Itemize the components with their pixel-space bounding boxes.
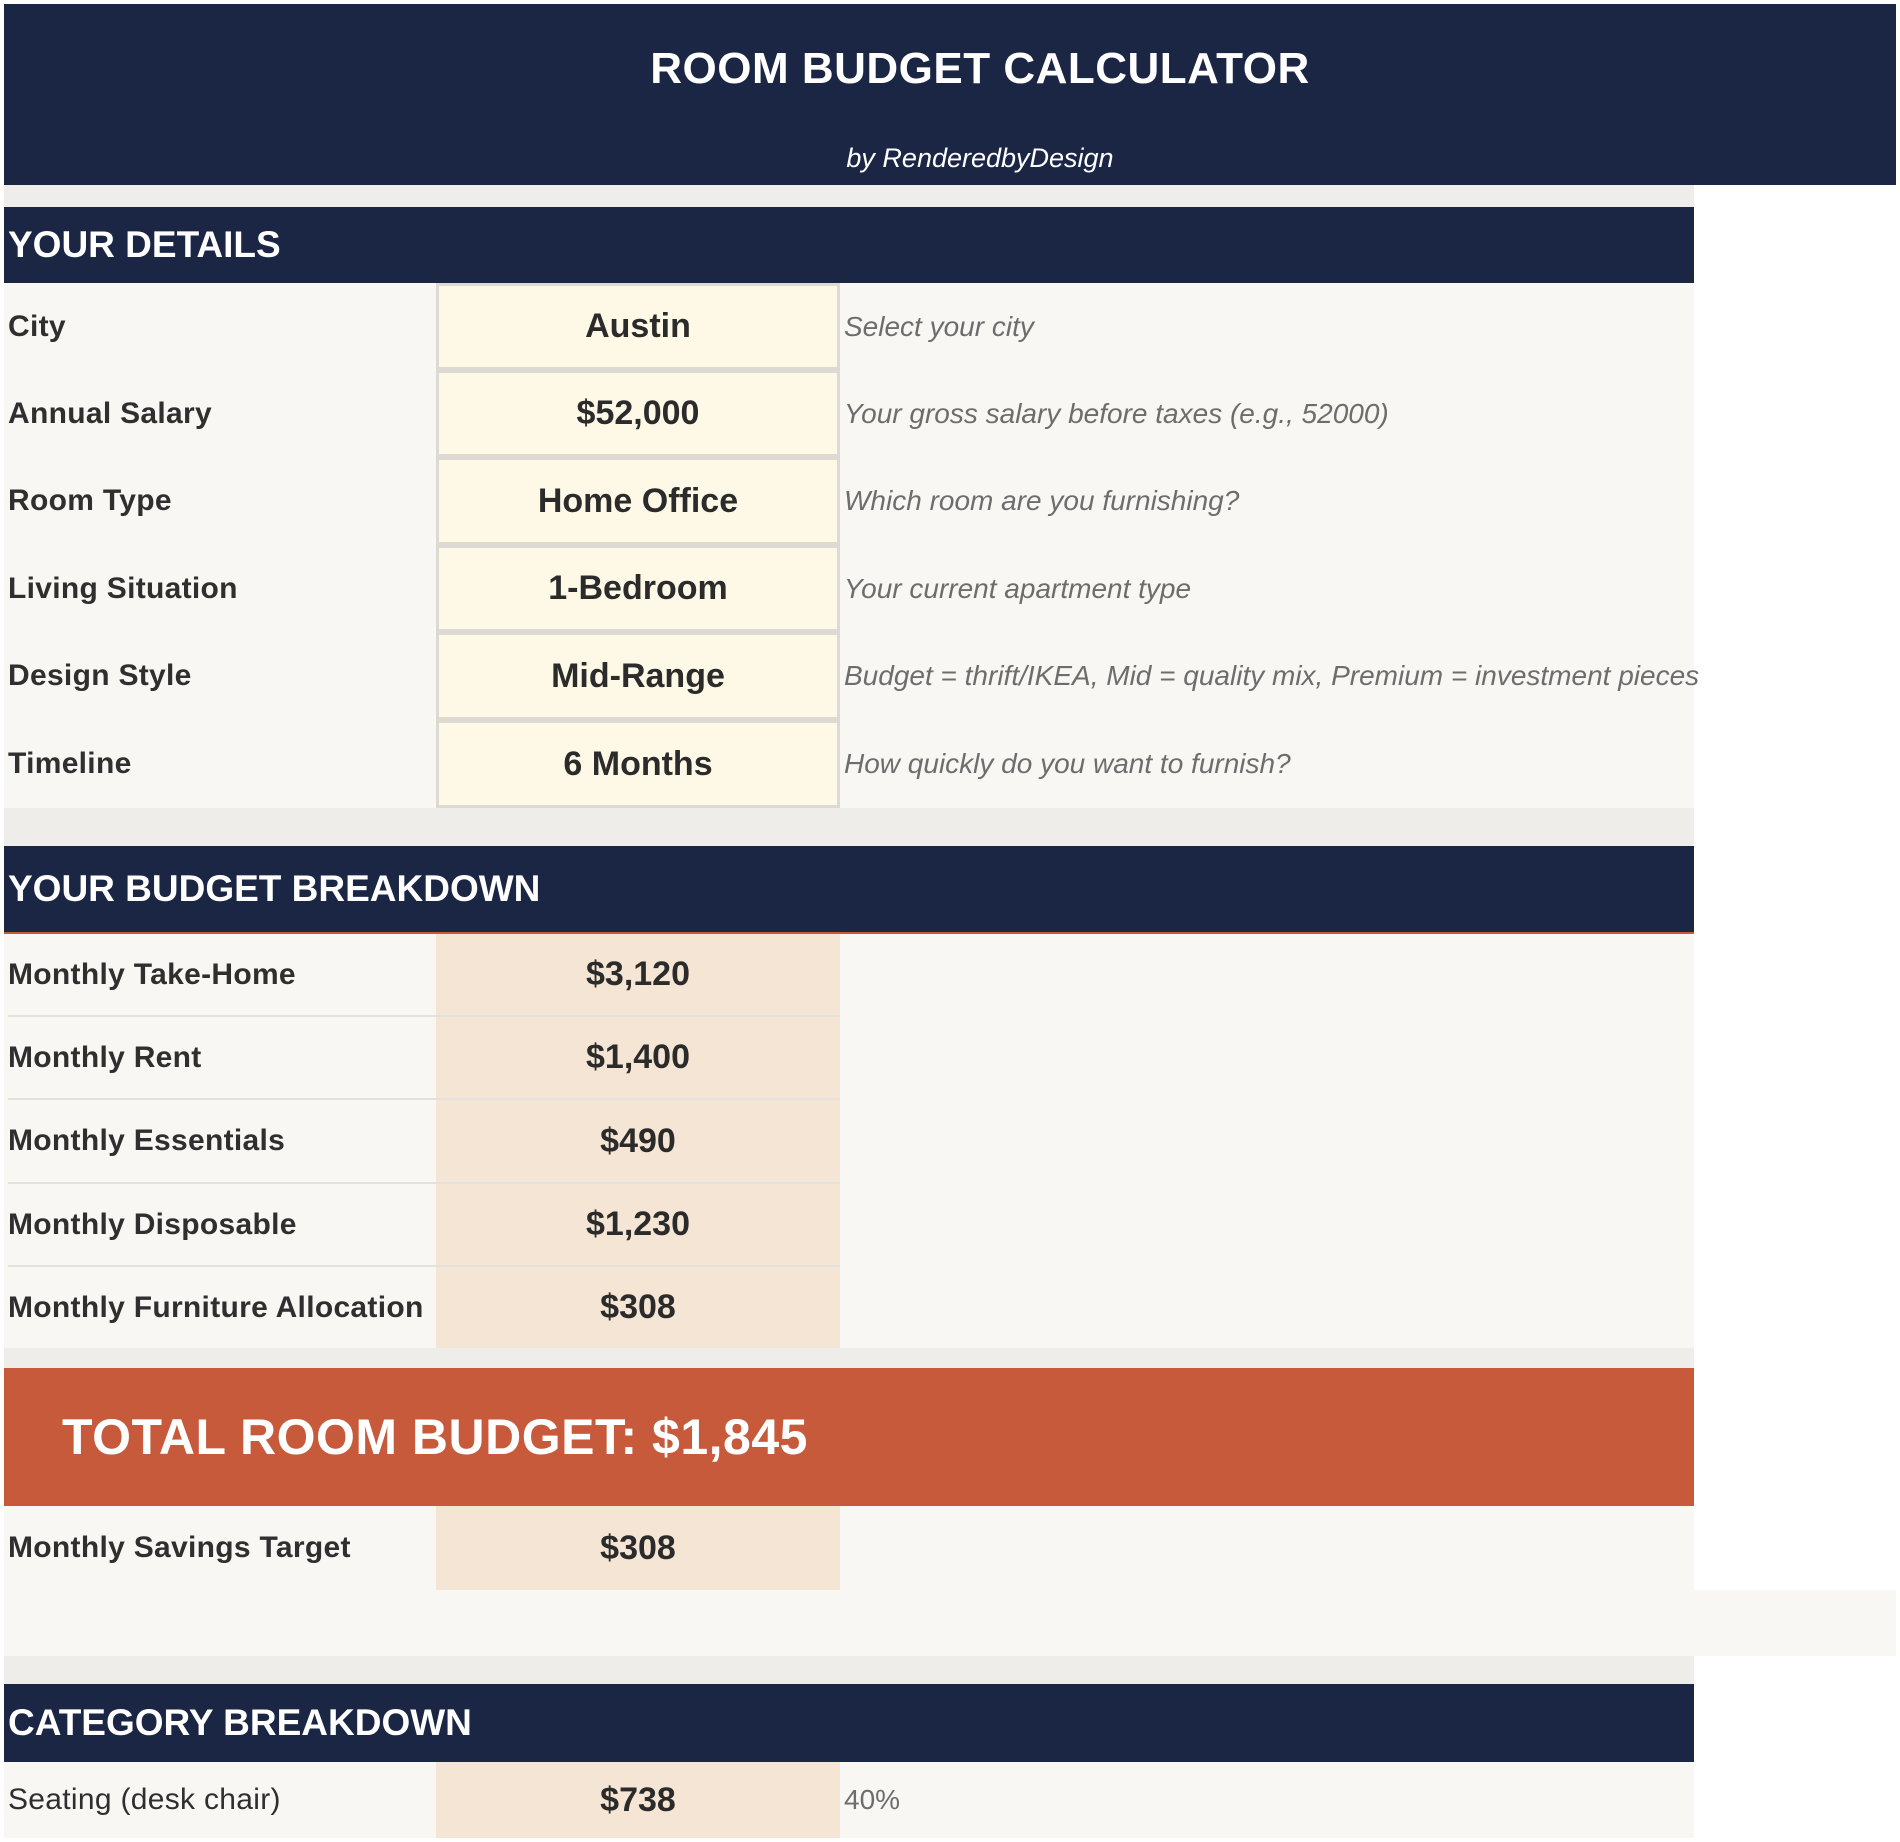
field-hint: Which room are you furnishing?: [844, 485, 1240, 516]
field-hint: Budget = thrift/IKEA, Mid = quality mix, Premium = investment pieces: [844, 660, 1700, 691]
category-row: [4, 1762, 1694, 1838]
app-title: ROOM BUDGET CALCULATOR: [650, 44, 1310, 93]
field-label: Timeline: [8, 747, 132, 780]
room-type-select[interactable]: Home Office: [436, 457, 840, 545]
budget-row: [4, 1017, 1694, 1100]
detail-row-design-style: [4, 632, 1700, 720]
spacer-strip: [4, 1348, 1694, 1368]
city-select[interactable]: Austin: [436, 283, 840, 370]
savings-row: [4, 1506, 1694, 1590]
monthly-take-home-value: $3,120: [436, 934, 840, 1017]
app-subtitle: by RenderedbyDesign: [846, 143, 1114, 173]
detail-row-city: [4, 283, 1694, 370]
timeline-select[interactable]: 6 Months: [436, 720, 840, 808]
section-header-category-breakdown: [4, 1684, 1694, 1762]
app-header: [4, 4, 1896, 185]
total-room-budget-banner: [4, 1368, 1694, 1506]
monthly-furniture-allocation-value: $308: [436, 1267, 840, 1348]
living-situation-select[interactable]: 1-Bedroom: [436, 545, 840, 632]
field-label: Annual Salary: [8, 396, 212, 430]
budget-label: Monthly Rent: [8, 1017, 436, 1100]
field-hint: Your gross salary before taxes (e.g., 52000): [844, 397, 1389, 429]
budget-row: [4, 1267, 1694, 1348]
monthly-savings-target-value: $308: [436, 1506, 840, 1590]
category-percent: 40%: [844, 1784, 901, 1815]
spacer-panel: [4, 1590, 1896, 1656]
section-title: YOUR DETAILS: [8, 224, 281, 265]
section-title: CATEGORY BREAKDOWN: [8, 1702, 472, 1743]
detail-row-living-situation: [4, 545, 1694, 632]
budget-row: [4, 1100, 1694, 1184]
budget-label: Monthly Disposable: [8, 1184, 436, 1267]
detail-row-timeline: [4, 720, 1694, 808]
category-label: Seating (desk chair): [8, 1783, 281, 1816]
detail-row-room-type: [4, 457, 1694, 545]
spacer-strip: [4, 1656, 1694, 1684]
field-label: City: [8, 309, 66, 343]
section-header-your-details: [4, 207, 1694, 283]
budget-row: [4, 1184, 1694, 1267]
field-hint: Select your city: [844, 310, 1034, 342]
section-header-budget-breakdown: [4, 846, 1694, 932]
detail-row-annual-salary: [4, 370, 1694, 457]
field-hint: Your current apartment type: [844, 572, 1192, 604]
monthly-essentials-value: $490: [436, 1100, 840, 1184]
field-label: Living Situation: [8, 571, 238, 605]
savings-label: Monthly Savings Target: [8, 1531, 351, 1564]
monthly-rent-value: $1,400: [436, 1017, 840, 1100]
monthly-disposable-value: $1,230: [436, 1184, 840, 1267]
budget-label: Monthly Take-Home: [8, 934, 436, 1017]
budget-label: Monthly Furniture Allocation: [8, 1290, 424, 1324]
design-style-select[interactable]: Mid-Range: [436, 632, 840, 720]
annual-salary-input[interactable]: $52,000: [436, 370, 840, 457]
budget-row: [4, 934, 1694, 1017]
spacer-strip: [4, 185, 1694, 207]
field-hint: How quickly do you want to furnish?: [844, 748, 1291, 779]
field-label: Design Style: [8, 659, 192, 692]
field-label: Room Type: [8, 484, 172, 517]
section-title: YOUR BUDGET BREAKDOWN: [8, 868, 541, 909]
category-amount: $738: [436, 1762, 840, 1838]
total-room-budget: TOTAL ROOM BUDGET: $1,845: [62, 1409, 808, 1465]
spacer-strip: [4, 808, 1694, 846]
budget-label: Monthly Essentials: [8, 1100, 436, 1184]
